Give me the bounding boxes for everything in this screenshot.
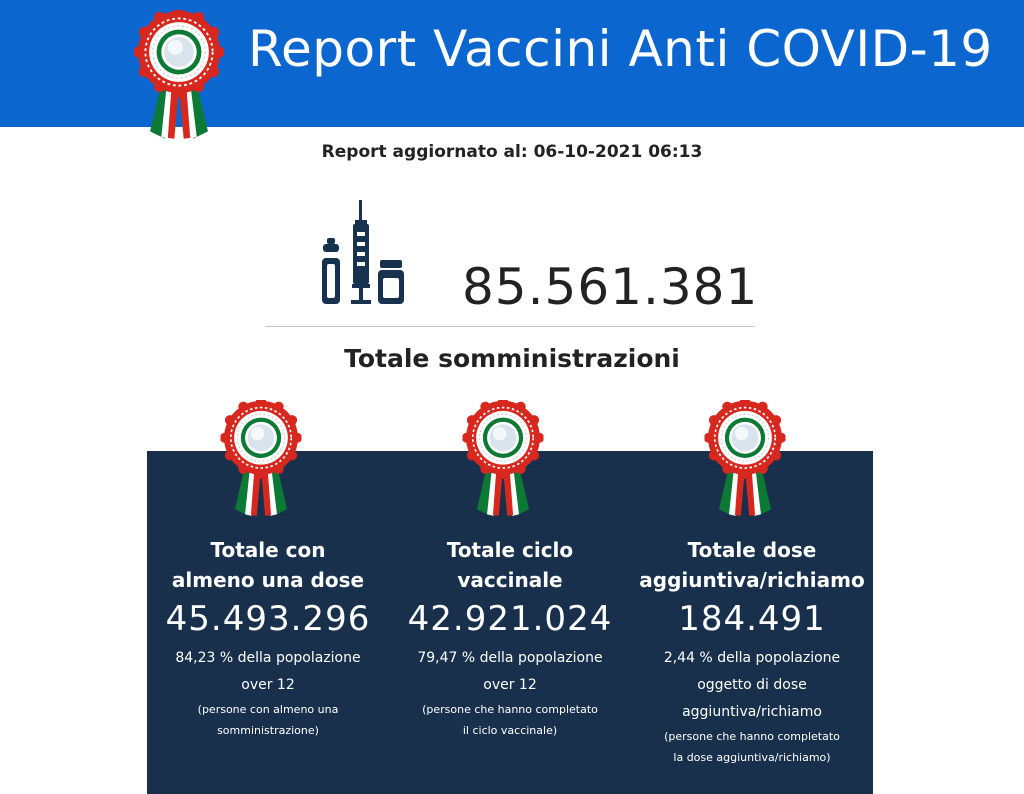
- stat-title: [389, 535, 631, 595]
- stat-title-line: aggiuntiva/richiamo: [639, 568, 865, 592]
- page-title: Report Vaccini Anti COVID-19: [248, 20, 993, 78]
- stat-note-line: (persone che hanno completato: [422, 703, 598, 716]
- total-administrations-label: Totale somministrazioni: [344, 344, 680, 373]
- stat-title-line: Totale dose: [687, 538, 817, 562]
- stat-description: [389, 645, 631, 699]
- divider: [265, 326, 755, 327]
- stat-desc-line: 84,23 % della popolazione: [175, 650, 361, 666]
- rosette-icon: [134, 10, 224, 150]
- stat-note-line: (persone che hanno completato: [664, 730, 840, 743]
- stat-title: [147, 535, 389, 595]
- stat-additional-dose: [631, 535, 873, 768]
- stat-note-line: il ciclo vaccinale): [462, 724, 558, 737]
- stat-value: 45.493.296: [165, 599, 371, 639]
- stat-note-line: (persone con almeno una: [197, 703, 339, 716]
- stat-value: 184.491: [678, 599, 826, 639]
- rosette-icon: [218, 400, 304, 526]
- stat-note: [147, 699, 389, 741]
- stat-description: [147, 645, 389, 699]
- stat-title-line: almeno una dose: [171, 568, 365, 592]
- stat-title: [631, 535, 873, 595]
- rosette-icon: [460, 400, 546, 526]
- stat-description: [631, 645, 873, 726]
- stat-desc-line: oggetto di dose: [697, 677, 807, 693]
- stat-note: [631, 726, 873, 768]
- stat-first-dose: [147, 535, 389, 741]
- total-administrations-value: 85.561.381: [462, 258, 759, 316]
- stat-desc-line: over 12: [241, 677, 295, 693]
- stat-title-line: vaccinale: [457, 568, 563, 592]
- vaccine-syringe-vials-icon: [318, 198, 410, 312]
- stat-desc-line: aggiuntiva/richiamo: [682, 704, 822, 720]
- stat-note: [389, 699, 631, 741]
- stat-note-line: somministrazione): [217, 724, 319, 737]
- stat-full-cycle: [389, 535, 631, 741]
- stat-desc-line: 79,47 % della popolazione: [417, 650, 603, 666]
- rosette-icon: [702, 400, 788, 526]
- stat-title-line: Totale ciclo: [446, 538, 574, 562]
- stat-value: 42.921.024: [407, 599, 613, 639]
- header-bar: [0, 0, 1024, 127]
- stat-title-line: Totale con: [210, 538, 326, 562]
- stat-desc-line: over 12: [483, 677, 537, 693]
- stat-desc-line: 2,44 % della popolazione: [663, 650, 841, 666]
- report-updated-timestamp: Report aggiornato al: 06-10-2021 06:13: [321, 142, 703, 162]
- stat-note-line: la dose aggiuntiva/richiamo): [673, 751, 831, 764]
